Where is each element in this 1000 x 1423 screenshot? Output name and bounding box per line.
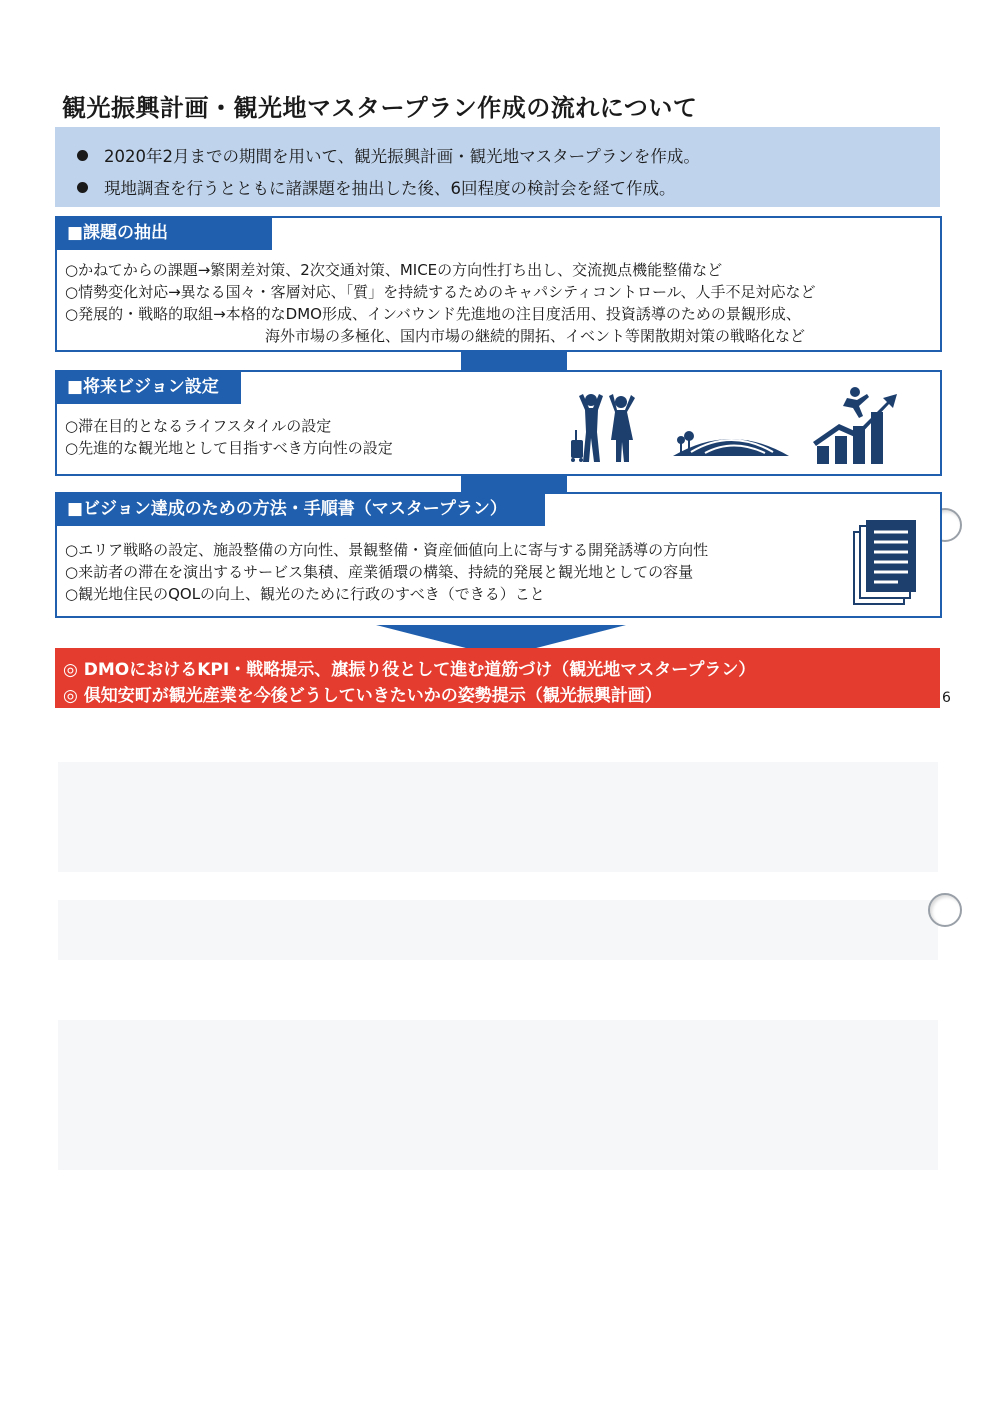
section-item: ○発展的・戦略的取組→本格的なDMO形成、インバウンド先進地の注目度活用、投資誘導のための景観形成、 <box>65 305 801 323</box>
section-heading: ■将来ビジョン設定 <box>55 370 241 404</box>
section-heading: ■課題の抽出 <box>55 216 272 250</box>
show-through-ghost <box>58 1020 938 1170</box>
section-item: ○滞在目的となるライフスタイルの設定 <box>65 417 332 435</box>
summary-line <box>77 143 700 167</box>
summary-text: 現地調査を行うとともに諸課題を抽出した後、6回程度の検討会を経て作成。 <box>104 179 676 198</box>
flow-connector <box>461 350 567 372</box>
section-vision <box>55 370 942 476</box>
section-heading: ■ビジョン達成のための方法・手順書（マスタープラン） <box>55 492 545 526</box>
summary-text: 2020年2月までの期間を用いて、観光振興計画・観光地マスタープランを作成。 <box>104 147 700 166</box>
page-number: 6 <box>942 690 951 706</box>
section-item: ○エリア戦略の設定、施設整備の方向性、景観整備・資産価値向上に寄与する開発誘導の方向性 <box>65 541 709 559</box>
section-masterplan <box>55 492 942 618</box>
summary-line <box>77 175 676 199</box>
travelers-icon <box>569 392 645 464</box>
section-item: ○来訪者の滞在を演出するサービス集積、産業循環の構築、持続的発展と観光地としての容量 <box>65 563 694 581</box>
conclusion-box <box>55 648 940 708</box>
punch-hole-bottom <box>928 893 962 927</box>
show-through-ghost <box>58 900 938 960</box>
section-item: ○先進的な観光地として目指すべき方向性の設定 <box>65 439 393 457</box>
show-through-ghost <box>58 762 938 872</box>
bullet-icon <box>77 182 88 193</box>
section-item: ○観光地住民のQOLの向上、観光のために行政のすべき（できる）こと <box>65 585 545 603</box>
bullet-icon <box>77 150 88 161</box>
section-item: 海外市場の多極化、国内市場の継続的開拓、イベント等閑散期対策の戦略化など <box>265 327 806 345</box>
flow-connector <box>461 474 567 494</box>
section-issues <box>55 216 942 352</box>
conclusion-line: ◎ 倶知安町が観光産業を今後どうしていきたいかの姿勢提示（観光振興計画） <box>63 686 662 706</box>
section-item: ○かねてからの課題→繁閑差対策、2次交通対策、MICEの方向性打ち出し、交流拠点機能整備など <box>65 261 723 279</box>
growth-chart-icon <box>811 384 901 466</box>
summary-box <box>55 127 940 207</box>
conclusion-line: ◎ DMOにおけるKPI・戦略提示、旗振り役として進む道筋づけ（観光地マスタープラン） <box>63 660 756 680</box>
section-item: ○情勢変化対応→異なる国々・客層対応、「質」を持続するためのキャパシティコントロール、人手不足対応など <box>65 283 816 301</box>
document-stack-icon <box>852 518 920 608</box>
page-title: 観光振興計画・観光地マスタープラン作成の流れについて <box>62 94 698 122</box>
landscape-icon <box>673 424 789 460</box>
